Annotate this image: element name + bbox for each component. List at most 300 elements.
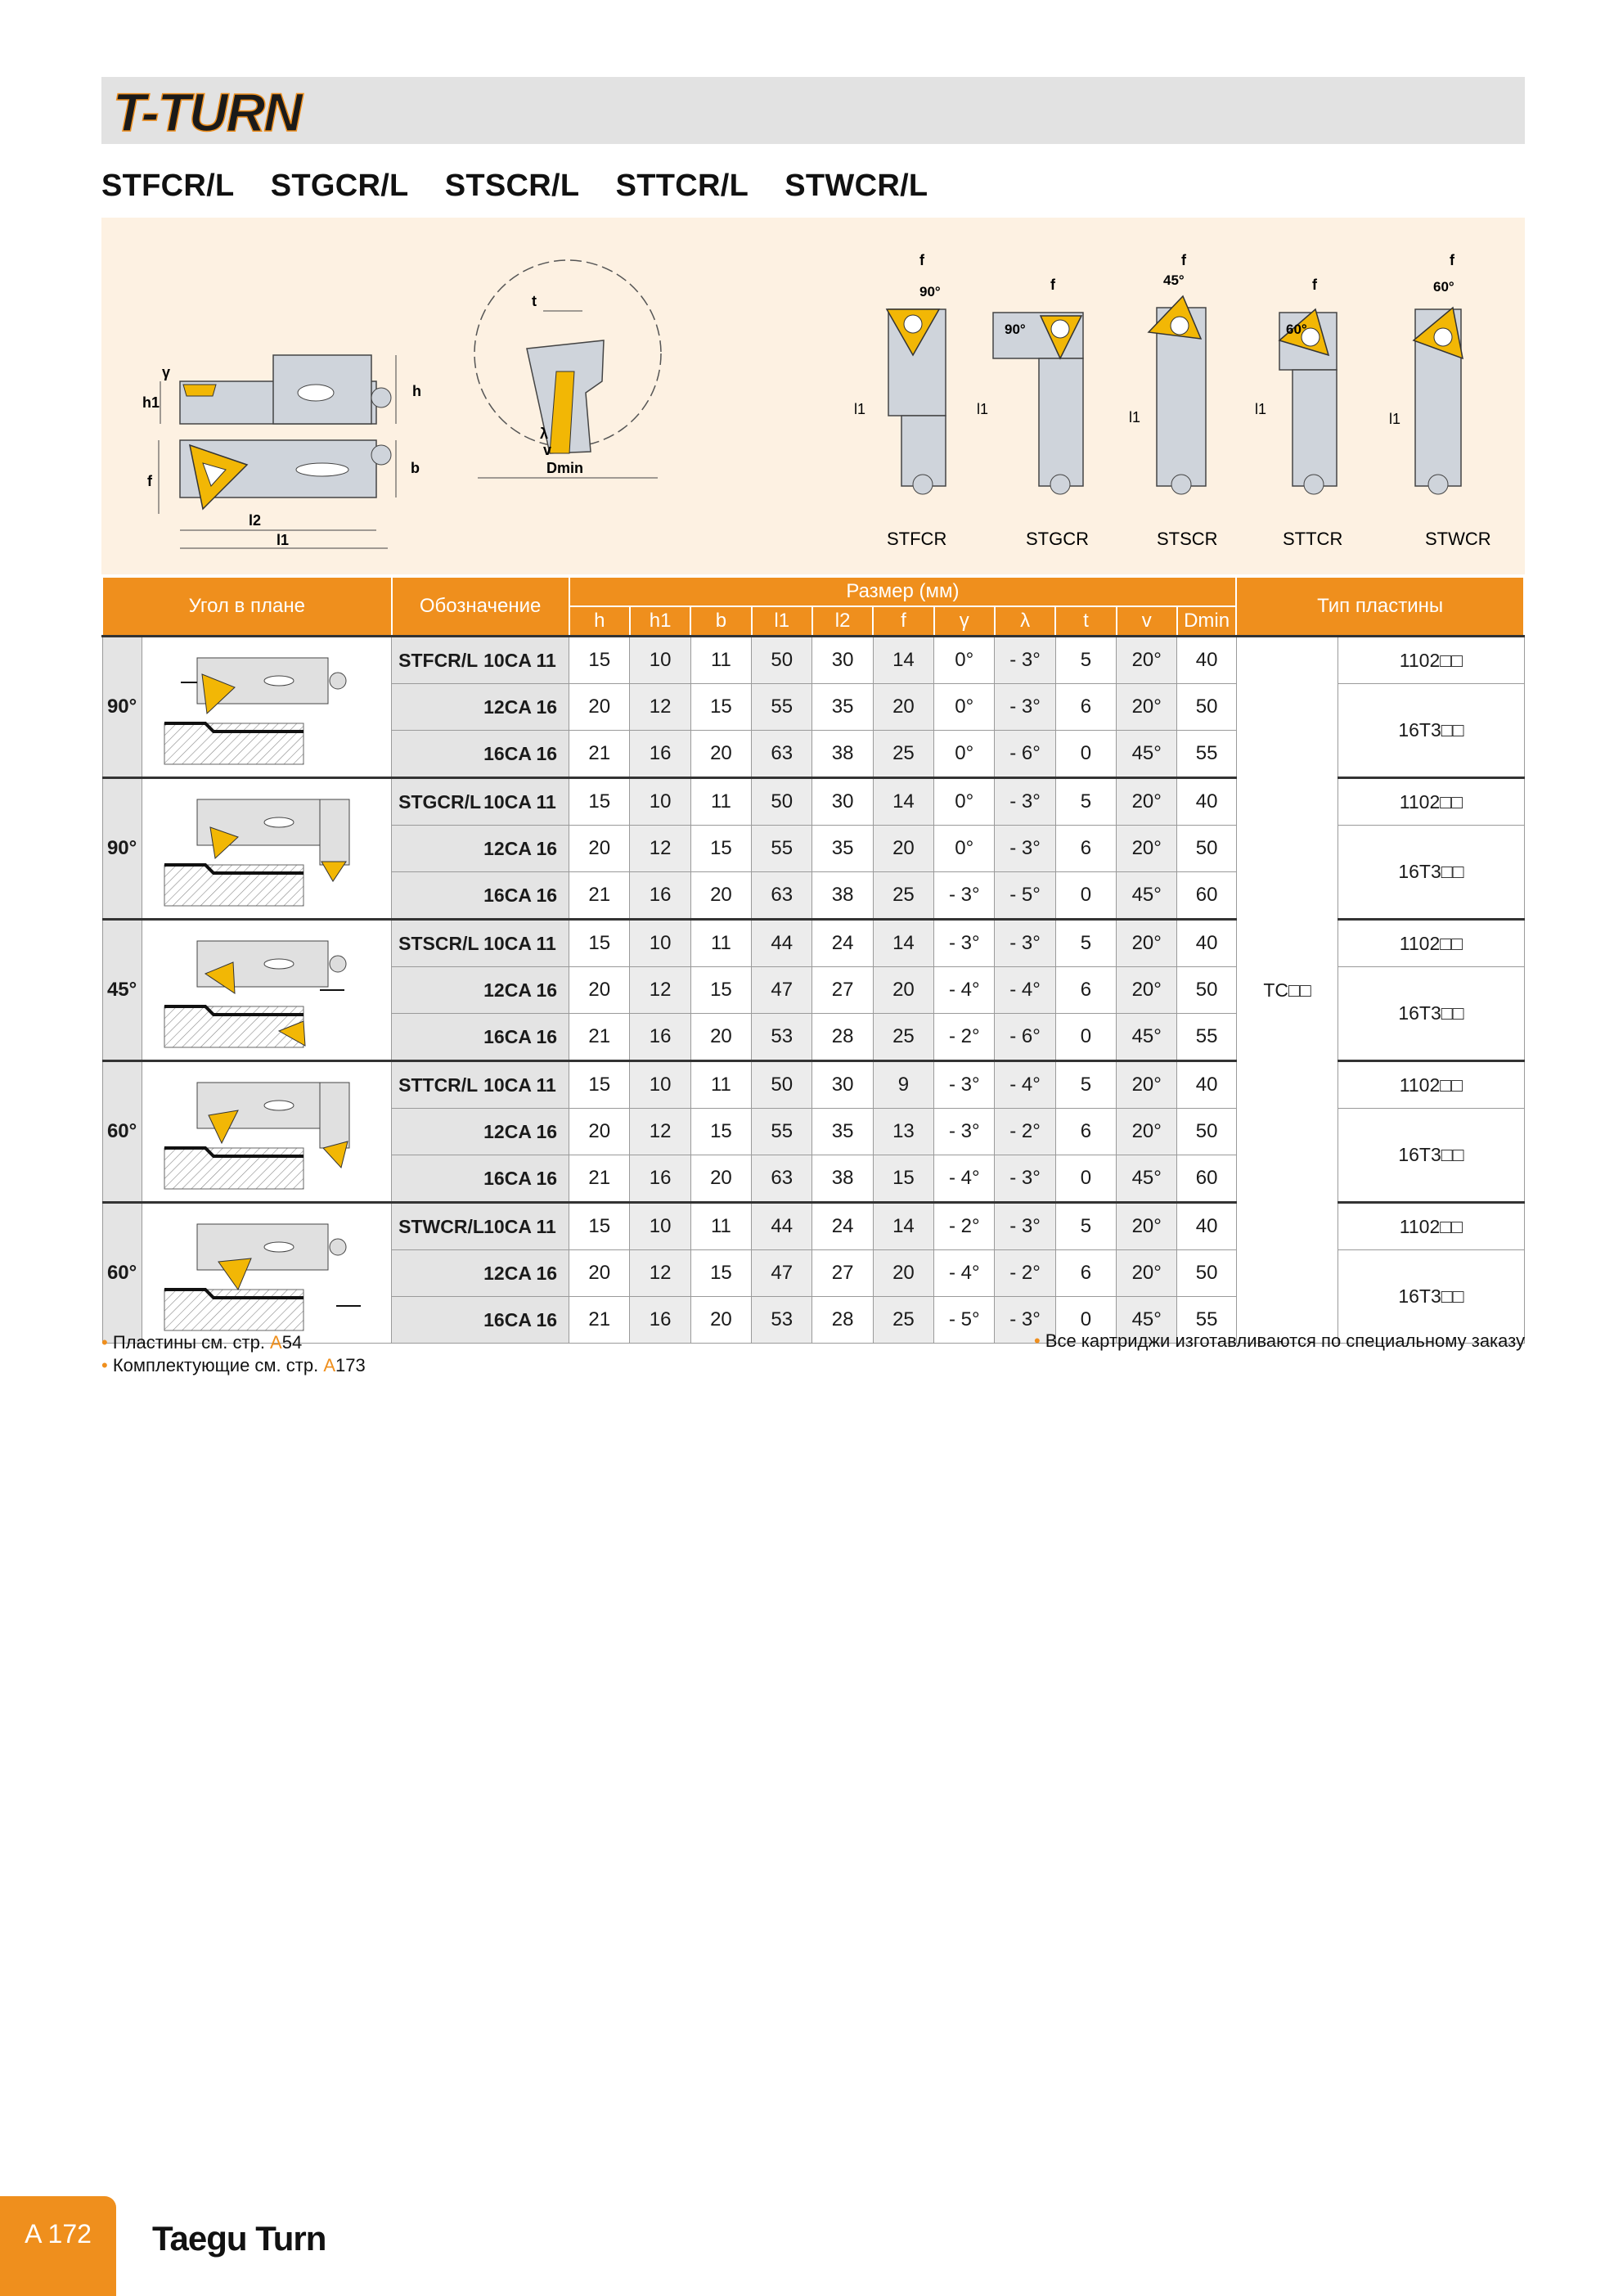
size-value: 55 xyxy=(752,684,812,731)
size-value: - 2° xyxy=(934,1203,995,1250)
size-value: 50 xyxy=(1177,1109,1236,1155)
spec-table xyxy=(101,576,1525,1344)
insert-type: 16T3□□ xyxy=(1338,1250,1524,1344)
insert-type: 1102□□ xyxy=(1338,778,1524,826)
size-value: 24 xyxy=(812,920,873,967)
designation xyxy=(392,778,569,826)
size-value: 20 xyxy=(690,872,751,920)
size-value: - 3° xyxy=(995,920,1055,967)
size-value: 38 xyxy=(812,872,873,920)
side-view-drawing xyxy=(142,355,421,424)
pictogram-cell xyxy=(142,1203,391,1344)
machining-pictogram xyxy=(156,1066,377,1197)
designation xyxy=(392,826,569,872)
size-value: 11 xyxy=(690,1203,751,1250)
cartridge-sttcr xyxy=(1255,277,1342,549)
size-value: 0 xyxy=(1055,1297,1116,1344)
size-value: 27 xyxy=(812,1250,873,1297)
cutting-angle: 90° xyxy=(102,778,142,920)
size-value: 20° xyxy=(1117,778,1177,826)
size-value: 50 xyxy=(752,1061,812,1109)
size-value: 5 xyxy=(1055,778,1116,826)
stscr-label: STSCR xyxy=(1157,529,1218,549)
stgcr-l1: l1 xyxy=(977,401,989,417)
size-value: 20° xyxy=(1117,637,1177,684)
size-value: 12 xyxy=(630,826,690,872)
size-value: 20 xyxy=(690,1297,751,1344)
machining-pictogram xyxy=(156,925,377,1056)
size-value: 0° xyxy=(934,826,995,872)
stfcr-label: STFCR xyxy=(887,529,947,549)
designation-size: 10CA 11 xyxy=(483,932,556,954)
size-value: 40 xyxy=(1177,637,1236,684)
size-value: 12 xyxy=(630,1250,690,1297)
stscr-f: f xyxy=(1181,252,1186,268)
designation-size: 16CA 16 xyxy=(483,1308,558,1330)
footnote-parts-ref: A xyxy=(323,1355,335,1375)
size-value: 5 xyxy=(1055,920,1116,967)
designation-series: STTCR/L xyxy=(398,1074,479,1096)
size-value: 20 xyxy=(569,1109,630,1155)
size-value: 44 xyxy=(752,1203,812,1250)
size-value: 50 xyxy=(1177,967,1236,1014)
designation-series: STFCR/L xyxy=(398,649,479,671)
machining-pictogram xyxy=(156,642,377,772)
size-value: 45° xyxy=(1117,1297,1177,1344)
size-value: 40 xyxy=(1177,1203,1236,1250)
size-value: 0 xyxy=(1055,1014,1116,1061)
insert-type: 16T3□□ xyxy=(1338,826,1524,920)
size-value: 15 xyxy=(569,778,630,826)
machining-pictogram xyxy=(156,783,377,914)
col-header: λ xyxy=(995,606,1055,637)
size-value: 14 xyxy=(873,637,933,684)
designation-size: 12CA 16 xyxy=(483,696,558,718)
size-value: - 4° xyxy=(995,967,1055,1014)
size-value: 11 xyxy=(690,778,751,826)
size-value: 16 xyxy=(630,1297,690,1344)
col-header: h1 xyxy=(630,606,690,637)
size-value: 5 xyxy=(1055,1061,1116,1109)
col-header: f xyxy=(873,606,933,637)
sttcr-f: f xyxy=(1312,277,1317,293)
size-value: 12 xyxy=(630,1109,690,1155)
size-value: 20° xyxy=(1117,1250,1177,1297)
header-insert-type: Тип пластины xyxy=(1236,577,1524,637)
size-value: - 5° xyxy=(934,1297,995,1344)
insert-type: 1102□□ xyxy=(1338,920,1524,967)
size-value: 11 xyxy=(690,637,751,684)
size-value: 6 xyxy=(1055,684,1116,731)
size-value: 6 xyxy=(1055,967,1116,1014)
size-value: 15 xyxy=(569,1203,630,1250)
designation xyxy=(392,1297,569,1344)
designation xyxy=(392,731,569,778)
size-value: 15 xyxy=(569,1061,630,1109)
size-value: 0° xyxy=(934,684,995,731)
size-value: 45° xyxy=(1117,872,1177,920)
stgcr-f: f xyxy=(1050,277,1055,293)
size-value: 15 xyxy=(569,637,630,684)
size-value: 10 xyxy=(630,778,690,826)
size-value: 55 xyxy=(1177,1297,1236,1344)
col-header: l2 xyxy=(812,606,873,637)
designation xyxy=(392,684,569,731)
size-value: 50 xyxy=(1177,826,1236,872)
size-value: 50 xyxy=(752,637,812,684)
sttcr-label: STTCR xyxy=(1283,529,1343,549)
size-value: 0° xyxy=(934,778,995,826)
size-value: - 3° xyxy=(934,872,995,920)
size-value: 21 xyxy=(569,1014,630,1061)
size-value: 5 xyxy=(1055,637,1116,684)
footnote-parts-page[interactable]: 173 xyxy=(335,1355,366,1375)
table-row xyxy=(102,637,1524,684)
dim-lambda: λ xyxy=(540,425,549,442)
size-value: 35 xyxy=(812,1109,873,1155)
designation-size: 12CA 16 xyxy=(483,1262,558,1284)
size-value: 20° xyxy=(1117,1061,1177,1109)
size-value: 6 xyxy=(1055,1250,1116,1297)
size-value: - 3° xyxy=(934,1109,995,1155)
size-value: 21 xyxy=(569,731,630,778)
designation xyxy=(392,1155,569,1203)
col-header: Dmin xyxy=(1177,606,1236,637)
stwcr-f: f xyxy=(1450,252,1454,268)
stfcr-f: f xyxy=(919,252,924,268)
designation-size: 16CA 16 xyxy=(483,742,558,764)
insert-type: 1102□□ xyxy=(1338,637,1524,684)
size-value: 10 xyxy=(630,637,690,684)
col-header: h xyxy=(569,606,630,637)
size-value: 25 xyxy=(873,731,933,778)
size-value: 28 xyxy=(812,1014,873,1061)
size-value: 44 xyxy=(752,920,812,967)
size-value: 10 xyxy=(630,1203,690,1250)
designation xyxy=(392,1250,569,1297)
size-value: 15 xyxy=(690,1109,751,1155)
footnote-inserts-ref: A xyxy=(270,1332,282,1353)
designation xyxy=(392,967,569,1014)
size-value: 45° xyxy=(1117,731,1177,778)
diagram-panel xyxy=(101,218,1525,574)
size-value: - 5° xyxy=(995,872,1055,920)
dim-f: f xyxy=(147,473,152,489)
size-value: - 3° xyxy=(934,920,995,967)
size-value: 30 xyxy=(812,637,873,684)
tool-drawings xyxy=(101,218,1525,574)
size-value: 63 xyxy=(752,872,812,920)
brand-logo xyxy=(113,77,342,144)
size-value: - 3° xyxy=(995,778,1055,826)
col-header: l1 xyxy=(752,606,812,637)
size-value: 40 xyxy=(1177,778,1236,826)
dim-h: h xyxy=(412,383,421,399)
cutting-angle: 45° xyxy=(102,920,142,1061)
company-logo xyxy=(152,2214,398,2263)
size-value: 25 xyxy=(873,1014,933,1061)
designation xyxy=(392,637,569,684)
footnote-inserts-text: Пластины см. стр. xyxy=(112,1332,271,1353)
size-value: 20 xyxy=(873,684,933,731)
stwcr-label: STWCR xyxy=(1425,529,1491,549)
size-value: - 2° xyxy=(995,1250,1055,1297)
header-angle: Угол в плане xyxy=(102,577,392,637)
size-value: 60 xyxy=(1177,1155,1236,1203)
dim-h1: h1 xyxy=(142,394,160,411)
size-value: 20° xyxy=(1117,826,1177,872)
designation xyxy=(392,1203,569,1250)
designation-series: STWCR/L xyxy=(398,1215,484,1237)
size-value: 53 xyxy=(752,1014,812,1061)
size-value: 55 xyxy=(752,1109,812,1155)
insert-type: 16T3□□ xyxy=(1338,967,1524,1061)
footnote-special-order-text: Все картриджи изготавливаются по специальному заказу xyxy=(1045,1330,1525,1351)
designation-size: 12CA 16 xyxy=(483,1120,558,1142)
size-value: 25 xyxy=(873,872,933,920)
size-value: 21 xyxy=(569,1297,630,1344)
stfcr-angle: 90° xyxy=(919,284,941,299)
size-value: 0 xyxy=(1055,1155,1116,1203)
stscr-l1: l1 xyxy=(1129,409,1141,425)
size-value: 47 xyxy=(752,967,812,1014)
dim-l2: l2 xyxy=(249,512,262,529)
header-size-group: Размер (мм) xyxy=(569,577,1237,606)
series-title: STFCR/L STGCR/L STSCR/L STTCR/L STWCR/L xyxy=(101,169,928,203)
size-value: 21 xyxy=(569,872,630,920)
size-value: 38 xyxy=(812,731,873,778)
size-value: - 3° xyxy=(995,684,1055,731)
pictogram-cell xyxy=(142,778,391,920)
size-value: 20° xyxy=(1117,1109,1177,1155)
company-logo-text: Taegu Turn xyxy=(152,2219,326,2258)
size-value: 21 xyxy=(569,1155,630,1203)
designation-size: 10CA 11 xyxy=(483,790,556,813)
brand-logo-text: T-TURN xyxy=(113,82,301,142)
size-value: 45° xyxy=(1117,1014,1177,1061)
designation-size: 10CA 11 xyxy=(483,649,556,671)
designation xyxy=(392,1014,569,1061)
size-value: - 3° xyxy=(995,637,1055,684)
size-value: 30 xyxy=(812,778,873,826)
designation-size: 16CA 16 xyxy=(483,884,558,906)
size-value: 16 xyxy=(630,731,690,778)
size-value: 11 xyxy=(690,1061,751,1109)
size-value: 0 xyxy=(1055,731,1116,778)
header-designation: Обозначение xyxy=(392,577,569,637)
page-number: A 172 xyxy=(25,2219,92,2249)
size-value: 20 xyxy=(690,1014,751,1061)
size-value: 15 xyxy=(690,826,751,872)
size-value: 20° xyxy=(1117,920,1177,967)
designation-size: 12CA 16 xyxy=(483,979,558,1001)
size-value: 16 xyxy=(630,1014,690,1061)
size-value: 0° xyxy=(934,731,995,778)
size-value: 15 xyxy=(690,967,751,1014)
sttcr-l1: l1 xyxy=(1255,401,1267,417)
cartridge-stgcr xyxy=(977,277,1089,549)
size-value: 35 xyxy=(812,826,873,872)
dim-v: v xyxy=(543,442,552,458)
size-value: 13 xyxy=(873,1109,933,1155)
size-value: 20 xyxy=(569,967,630,1014)
dim-l1: l1 xyxy=(276,532,290,548)
footnote-parts-text: Комплектующие см. стр. xyxy=(112,1355,324,1375)
cartridge-stwcr xyxy=(1389,252,1491,549)
size-value: 20 xyxy=(690,731,751,778)
insert-type: 1102□□ xyxy=(1338,1061,1524,1109)
size-value: 20 xyxy=(569,1250,630,1297)
pictogram-cell xyxy=(142,1061,391,1203)
size-value: 20 xyxy=(873,1250,933,1297)
size-value: 20° xyxy=(1117,1203,1177,1250)
size-value: - 4° xyxy=(934,1250,995,1297)
size-value: 38 xyxy=(812,1155,873,1203)
designation xyxy=(392,872,569,920)
size-value: 47 xyxy=(752,1250,812,1297)
size-value: 9 xyxy=(873,1061,933,1109)
size-value: 40 xyxy=(1177,1061,1236,1109)
size-value: 53 xyxy=(752,1297,812,1344)
insert-type: 1102□□ xyxy=(1338,1203,1524,1250)
size-value: 24 xyxy=(812,1203,873,1250)
size-value: 35 xyxy=(812,684,873,731)
col-header: γ xyxy=(934,606,995,637)
col-header: b xyxy=(690,606,751,637)
cutting-angle: 60° xyxy=(102,1061,142,1203)
size-value: 12 xyxy=(630,967,690,1014)
size-value: 27 xyxy=(812,967,873,1014)
size-value: 20° xyxy=(1117,684,1177,731)
stscr-angle: 45° xyxy=(1163,272,1185,288)
footnote-inserts-page[interactable]: 54 xyxy=(281,1332,303,1353)
size-value: - 3° xyxy=(995,1155,1055,1203)
pictogram-cell xyxy=(142,637,391,778)
col-header: t xyxy=(1055,606,1116,637)
size-value: 15 xyxy=(873,1155,933,1203)
size-value: 50 xyxy=(1177,684,1236,731)
footnote-inserts: • Пластины см. стр. A54 xyxy=(101,1332,303,1353)
size-value: 50 xyxy=(1177,1250,1236,1297)
size-value: - 4° xyxy=(934,967,995,1014)
designation xyxy=(392,1061,569,1109)
size-value: 0 xyxy=(1055,872,1116,920)
size-value: 40 xyxy=(1177,920,1236,967)
size-value: - 4° xyxy=(995,1061,1055,1109)
designation-size: 10CA 11 xyxy=(483,1215,556,1237)
size-value: 55 xyxy=(1177,1014,1236,1061)
insert-type: 16T3□□ xyxy=(1338,1109,1524,1203)
size-value: 60 xyxy=(1177,872,1236,920)
stwcr-l1: l1 xyxy=(1389,411,1401,427)
designation-series: STSCR/L xyxy=(398,932,479,954)
col-header: v xyxy=(1117,606,1177,637)
size-value: 11 xyxy=(690,920,751,967)
size-value: 63 xyxy=(752,1155,812,1203)
designation xyxy=(392,1109,569,1155)
size-value: 55 xyxy=(752,826,812,872)
size-value: 55 xyxy=(1177,731,1236,778)
cutting-angle: 90° xyxy=(102,637,142,778)
size-value: - 6° xyxy=(995,731,1055,778)
cutting-angle: 60° xyxy=(102,1203,142,1344)
size-value: 14 xyxy=(873,920,933,967)
size-value: - 3° xyxy=(934,1061,995,1109)
size-value: 30 xyxy=(812,1061,873,1109)
size-value: 20 xyxy=(873,826,933,872)
size-value: 15 xyxy=(690,684,751,731)
size-value: 50 xyxy=(752,778,812,826)
size-value: - 4° xyxy=(934,1155,995,1203)
stfcr-l1: l1 xyxy=(854,401,866,417)
sttcr-angle: 60° xyxy=(1286,322,1307,337)
size-value: 6 xyxy=(1055,1109,1116,1155)
size-value: 10 xyxy=(630,1061,690,1109)
size-value: 10 xyxy=(630,920,690,967)
size-value: 25 xyxy=(873,1297,933,1344)
size-value: 6 xyxy=(1055,826,1116,872)
size-value: 12 xyxy=(630,684,690,731)
size-value: 20 xyxy=(569,826,630,872)
size-value: 14 xyxy=(873,778,933,826)
size-value: - 6° xyxy=(995,1014,1055,1061)
cartridge-stscr xyxy=(1129,252,1218,549)
size-value: - 2° xyxy=(934,1014,995,1061)
dim-dmin: Dmin xyxy=(546,460,583,476)
insert-family: TC□□ xyxy=(1236,637,1338,1344)
size-value: 63 xyxy=(752,731,812,778)
designation-series: STGCR/L xyxy=(398,790,482,813)
footnote-parts: • Комплектующие см. стр. A173 xyxy=(101,1355,366,1375)
size-value: 16 xyxy=(630,1155,690,1203)
size-value: - 3° xyxy=(995,1297,1055,1344)
bore-diagram xyxy=(474,260,661,478)
size-value: 20 xyxy=(690,1155,751,1203)
size-value: 28 xyxy=(812,1297,873,1344)
size-value: - 3° xyxy=(995,1203,1055,1250)
size-value: 0° xyxy=(934,637,995,684)
cartridge-stfcr xyxy=(854,252,946,549)
designation-size: 16CA 16 xyxy=(483,1025,558,1047)
dim-gamma: γ xyxy=(162,364,171,380)
designation xyxy=(392,920,569,967)
size-value: 20 xyxy=(873,967,933,1014)
dim-b: b xyxy=(411,460,420,476)
size-value: 45° xyxy=(1117,1155,1177,1203)
designation-size: 16CA 16 xyxy=(483,1167,558,1189)
designation-size: 10CA 11 xyxy=(483,1074,556,1096)
size-value: 5 xyxy=(1055,1203,1116,1250)
stwcr-angle: 60° xyxy=(1433,279,1454,295)
dim-t: t xyxy=(532,293,537,309)
size-value: 15 xyxy=(690,1250,751,1297)
pictogram-cell xyxy=(142,920,391,1061)
size-value: 20° xyxy=(1117,967,1177,1014)
size-value: 15 xyxy=(569,920,630,967)
size-value: - 3° xyxy=(995,826,1055,872)
size-value: 16 xyxy=(630,872,690,920)
insert-type: 16T3□□ xyxy=(1338,684,1524,778)
size-value: 14 xyxy=(873,1203,933,1250)
stgcr-angle: 90° xyxy=(1005,322,1026,337)
size-value: - 2° xyxy=(995,1109,1055,1155)
size-value: 20 xyxy=(569,684,630,731)
footnote-special-order: • Все картриджи изготавливаются по специальному заказу xyxy=(1033,1330,1525,1351)
machining-pictogram xyxy=(156,1208,377,1339)
stgcr-label: STGCR xyxy=(1026,529,1089,549)
top-view-drawing xyxy=(147,440,420,548)
designation-size: 12CA 16 xyxy=(483,837,558,859)
